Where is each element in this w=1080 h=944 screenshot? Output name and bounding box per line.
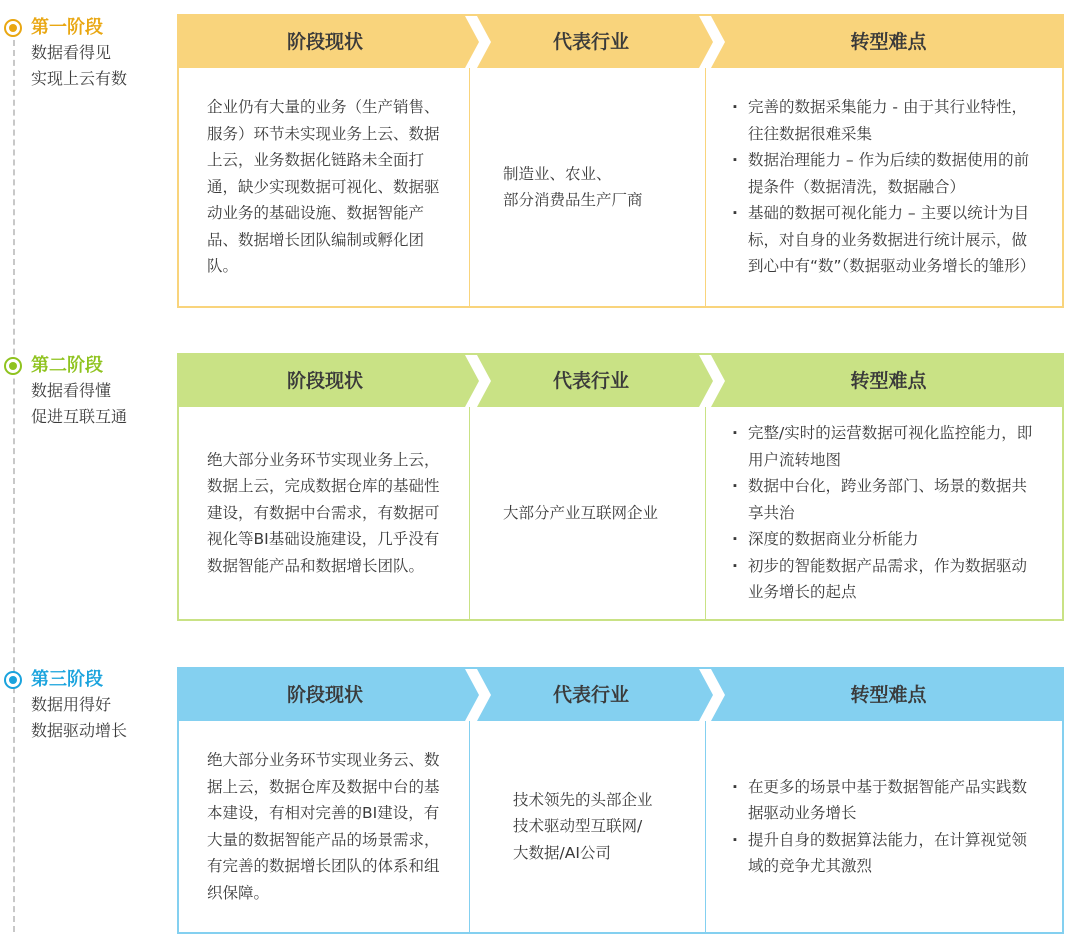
header-status-label: 阶段现状 [286,684,363,706]
header-industry-label: 代表行业 [552,370,629,392]
industry-line: 制造业、农业、 [503,164,612,183]
difficulty-item: · 在更多的场景中基于数据智能产品实践数据驱动业务增长 [730,774,1030,827]
column-divider [705,407,706,619]
industry-cell [513,721,703,932]
panel-header [179,16,1062,68]
difficulty-list [730,774,1030,880]
difficulty-item: · 数据中台化，跨业务部门、场景的数据共享共治 [730,473,1042,526]
difficulty-cell [730,407,1042,619]
difficulty-item: · 基础的数据可视化能力 – 主要以统计为目标，对自身的业务数据进行统计展示，做到心中有“数”（数据驱动业务增长的雏形） [730,200,1030,280]
status-cell [207,721,453,932]
difficulty-list [730,94,1036,280]
stage-marker-icon [4,357,22,375]
panel-body [179,407,1062,619]
industry-line: 大数据/AI公司 [513,843,611,862]
difficulty-item: · 深度的数据商业分析能力 [730,526,1042,553]
stage-subtitle-line2: 实现上云有数 [31,69,128,88]
stage-2-panel [177,353,1064,621]
industry-cell [503,407,703,619]
timeline-dashed-line [13,40,15,932]
header-status-label: 阶段现状 [286,31,363,53]
stage-subtitle-line2: 促进互联互通 [31,407,128,426]
stage-3-panel [177,667,1064,934]
industry-line: 技术领先的头部企业 [513,790,653,809]
header-industry-label: 代表行业 [552,684,629,706]
industry-line: 大部分产业互联网企业 [503,503,659,522]
header-difficulty-label: 转型难点 [850,370,927,392]
industry-line: 部分消费品生产厂商 [503,191,643,209]
panel-header [179,669,1062,721]
industry-line: 技术驱动型互联网/ [513,817,643,836]
stage-subtitle-line2: 数据驱动增长 [31,721,128,740]
column-divider [469,68,470,306]
status-text: 企业仍有大量的业务（生产销售、服务）环节未实现业务上云、数据上云，业务数据化链路未全面打通，缺少实现数据可视化、数据驱动业务的基础设施、数据智能产品、数据增长团队编制或孵化团队。 [207,98,440,276]
difficulty-item: · 完善的数据采集能力 - 由于其行业特性，往往数据很难采集 [730,94,1030,147]
difficulty-item: · 数据治理能力 – 作为后续的数据使用的前提条件（数据清洗，数据融合） [730,147,1030,200]
difficulty-list [730,420,1042,606]
difficulty-item: · 提升自身的数据算法能力，在计算视觉领域的竞争尤其激烈 [730,827,1030,880]
stage-1-panel [177,14,1064,308]
panel-body [179,721,1062,932]
column-divider [705,721,706,932]
header-difficulty-label: 转型难点 [850,31,927,53]
column-divider [705,68,706,306]
stage-subtitle-line1: 数据看得懂 [31,381,112,400]
difficulty-item: · 完整/实时的运营数据可视化监控能力，即用户流转地图 [730,420,1042,473]
status-text: 绝大部分业务环节实现业务上云，数据上云，完成数据仓库的基础性建设，有数据中台需求，有数据可视化等BI基础设施建设，几乎没有数据智能产品和数据增长团队。 [207,450,440,575]
stage-subtitle-line1: 数据看得见 [31,43,112,62]
panel-body [179,68,1062,306]
stage-marker-icon [4,671,22,689]
header-status-label: 阶段现状 [286,370,363,392]
panel-header [179,355,1062,407]
status-cell [207,407,443,619]
column-divider [469,721,470,932]
status-cell [207,68,447,306]
difficulty-cell [730,721,1030,932]
header-industry-label: 代表行业 [552,31,629,53]
difficulty-cell [730,68,1036,306]
stage-subtitle-line1: 数据用得好 [31,695,112,714]
column-divider [469,407,470,619]
header-difficulty-label: 转型难点 [850,684,927,706]
stage-title: 第三阶段 [31,669,103,690]
industry-cell [503,68,703,306]
difficulty-item: · 初步的智能数据产品需求，作为数据驱动业务增长的起点 [730,553,1042,606]
stage-title: 第一阶段 [31,17,103,38]
stage-title: 第二阶段 [31,355,103,376]
stage-marker-icon [4,19,22,37]
status-text: 绝大部分业务环节实现业务云、数据上云，数据仓库及数据中台的基本建设，有相对完善的BI建设，有大量的数据智能产品的场景需求，有完善的数据增长团队的体系和组织保障。 [207,751,440,902]
